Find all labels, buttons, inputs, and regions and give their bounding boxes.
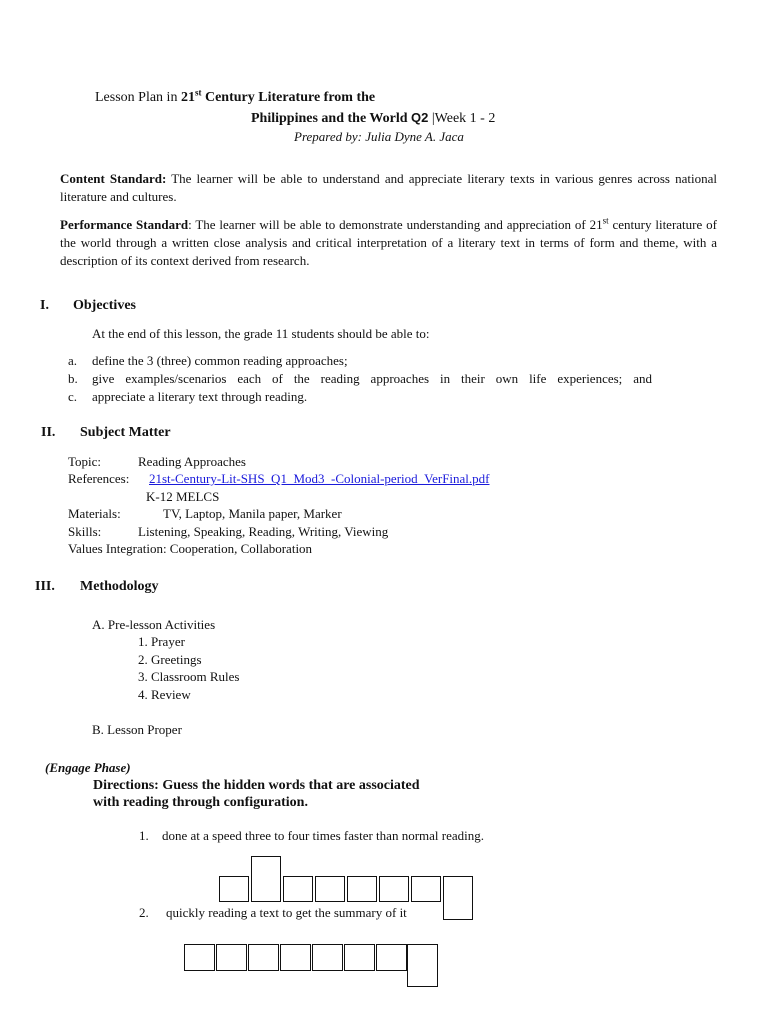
quarter-label: Q2	[411, 110, 429, 125]
references-label: References:	[68, 471, 130, 486]
title-region: Philippines and the World	[251, 111, 412, 126]
methodology-heading: Methodology	[80, 579, 159, 594]
letter-box[interactable]	[443, 876, 473, 920]
letter-box[interactable]	[184, 944, 215, 971]
letter-box[interactable]	[280, 944, 311, 971]
engage-phase-label: (Engage Phase)	[45, 760, 131, 775]
materials-label: Materials:	[68, 506, 121, 521]
title-line-1	[95, 87, 376, 106]
materials-value: TV, Laptop, Manila paper, Marker	[163, 506, 342, 521]
directions-line-2: with reading through configuration.	[93, 795, 308, 810]
objectives-intro: At the end of this lesson, the grade 11 students should be able to:	[92, 326, 430, 341]
title-century	[180, 87, 376, 105]
performance-standard-text-b: century literature of the world through a written close analysis and critical interpretation of a literary text in terms of form and theme, with a description of its context derived from research.	[60, 217, 717, 268]
topic-label: Topic:	[68, 454, 102, 469]
letter-box[interactable]	[219, 876, 249, 902]
objective-marker-c: c.	[68, 389, 78, 404]
performance-standard	[60, 216, 717, 270]
title-superscript: st	[194, 87, 202, 98]
objectives-numeral: I.	[40, 298, 49, 313]
question-2-text: quickly reading a text to get the summary of it	[166, 905, 407, 920]
letter-box[interactable]	[376, 944, 407, 971]
question-2-number: 2.	[139, 905, 149, 920]
references-link[interactable]: 21st-Century-Lit-SHS_Q1_Mod3_-Colonial-period_VerFinal.pdf	[149, 471, 490, 486]
prepared-by: Prepared by: Julia Dyne A. Jaca	[294, 129, 464, 144]
content-standard-text: The learner will be able to understand and appreciate literary texts in various genres across national literature and cultures.	[60, 171, 717, 204]
performance-standard-text-a: : The learner will be able to demonstrate understanding and appreciation of 21	[188, 217, 603, 232]
objectives-heading: Objectives	[73, 298, 136, 313]
letter-box[interactable]	[283, 876, 313, 902]
objective-marker-b: b.	[68, 371, 78, 386]
skills-value: Listening, Speaking, Reading, Writing, Viewing	[138, 524, 389, 539]
references-second: K-12 MELCS	[146, 489, 220, 504]
letter-box[interactable]	[315, 876, 345, 902]
letter-box[interactable]	[248, 944, 279, 971]
performance-superscript: st	[602, 215, 609, 226]
question-1-text: done at a speed three to four times faster than normal reading.	[162, 828, 484, 843]
performance-standard-label: Performance Standard	[60, 217, 189, 232]
letter-box[interactable]	[347, 876, 377, 902]
letter-box[interactable]	[312, 944, 343, 971]
subject-numeral: II.	[41, 425, 56, 440]
objective-item-c: appreciate a literary text through reading.	[92, 389, 308, 404]
title-prefix: Lesson Plan in	[95, 90, 181, 105]
week-label: |Week 1 - 2	[428, 111, 496, 126]
letter-box[interactable]	[407, 944, 438, 987]
pre-lesson-heading: A. Pre-lesson Activities	[92, 617, 216, 632]
subject-heading: Subject Matter	[80, 425, 171, 440]
pre-lesson-item: 1. Prayer	[138, 634, 185, 649]
letter-box[interactable]	[344, 944, 375, 971]
title-number: 21	[180, 90, 195, 105]
skills-label: Skills:	[68, 524, 102, 539]
letter-box[interactable]	[379, 876, 409, 902]
letter-box[interactable]	[411, 876, 441, 902]
values-integration: Values Integration: Cooperation, Collaboration	[68, 541, 313, 556]
objective-item-a: define the 3 (three) common reading approaches;	[92, 353, 348, 368]
content-standard	[60, 170, 717, 206]
letter-box[interactable]	[216, 944, 247, 971]
pre-lesson-item: 4. Review	[138, 687, 191, 702]
pre-lesson-item: 3. Classroom Rules	[138, 669, 240, 684]
title-line-2	[251, 110, 495, 127]
objective-marker-a: a.	[68, 353, 78, 368]
topic-value: Reading Approaches	[138, 454, 246, 469]
pre-lesson-item: 2. Greetings	[138, 652, 202, 667]
methodology-numeral: III.	[35, 579, 55, 594]
objective-item-b: give examples/scenarios each of the reading approaches in their own life experiences; and	[92, 371, 652, 386]
content-standard-label: Content Standard:	[60, 171, 167, 186]
directions-line-1: Directions: Guess the hidden words that are associated	[93, 778, 420, 793]
letter-box[interactable]	[251, 856, 281, 902]
question-1-number: 1.	[139, 828, 149, 843]
title-subject: Century Literature from the	[201, 90, 376, 105]
lesson-proper-heading: B. Lesson Proper	[92, 722, 182, 737]
